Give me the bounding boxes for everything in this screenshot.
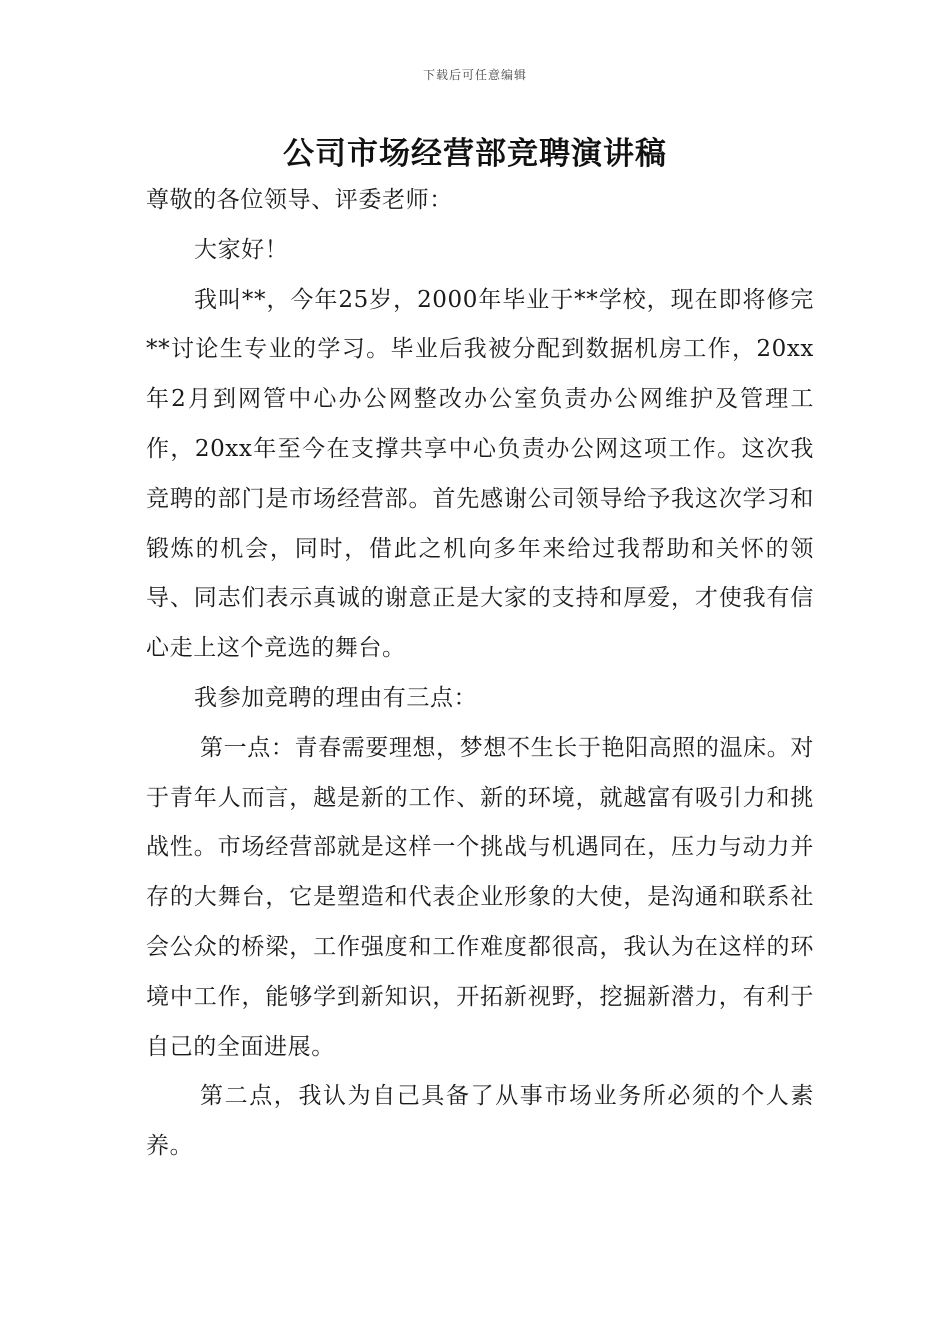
paragraph-point-one: 第一点：青春需要理想，梦想不生长于艳阳高照的温床。对于青年人而言，越是新的工作、新的环境，就越富有吸引力和挑战性。市场经营部就是这样一个挑战与机遇同在，压力与动力并存的大舞台，它是塑造和代表企业形象的大使，是沟通和联系社会公众的桥梁，工作强度和工作难度都很高，我认为在这样的环境中工作，能够学到新知识，开拓新视野，挖掘新潜力，有利于自己的全面进展。 <box>146 734 814 1060</box>
paragraph-point-two: 第二点，我认为自己具备了从事市场业务所必须的个人素养。 <box>146 1083 814 1160</box>
paragraph-reasons-lead: 我参加竞聘的理由有三点： <box>194 684 478 711</box>
paragraph-intro: 我叫**，今年25岁，2000年毕业于**学校，现在即将修完**讨论生专业的学习。毕业后我被分配到数据机房工作，20xx年2月到网管中心办公网整改办公室负责办公网维护及管理工作，20xx年至今在支撑共享中心负责办公网这项工作。这次我竞聘的部门是市场经营部。首先感谢公司领导给予我这次学习和锻炼的机会，同时，借此之机向多年来给过我帮助和关怀的领导、同志们表示真诚的谢意正是大家的支持和厚爱，才使我有信心走上这个竞选的舞台。 <box>146 286 814 662</box>
salutation: 尊敬的各位领导、评委老师： <box>146 187 453 213</box>
greeting: 大家好！ <box>194 236 289 263</box>
page-title: 公司市场经营部竞聘演讲稿 <box>283 136 667 172</box>
speech-body <box>146 176 814 1172</box>
header-note: 下载后可任意编辑 <box>422 68 527 82</box>
